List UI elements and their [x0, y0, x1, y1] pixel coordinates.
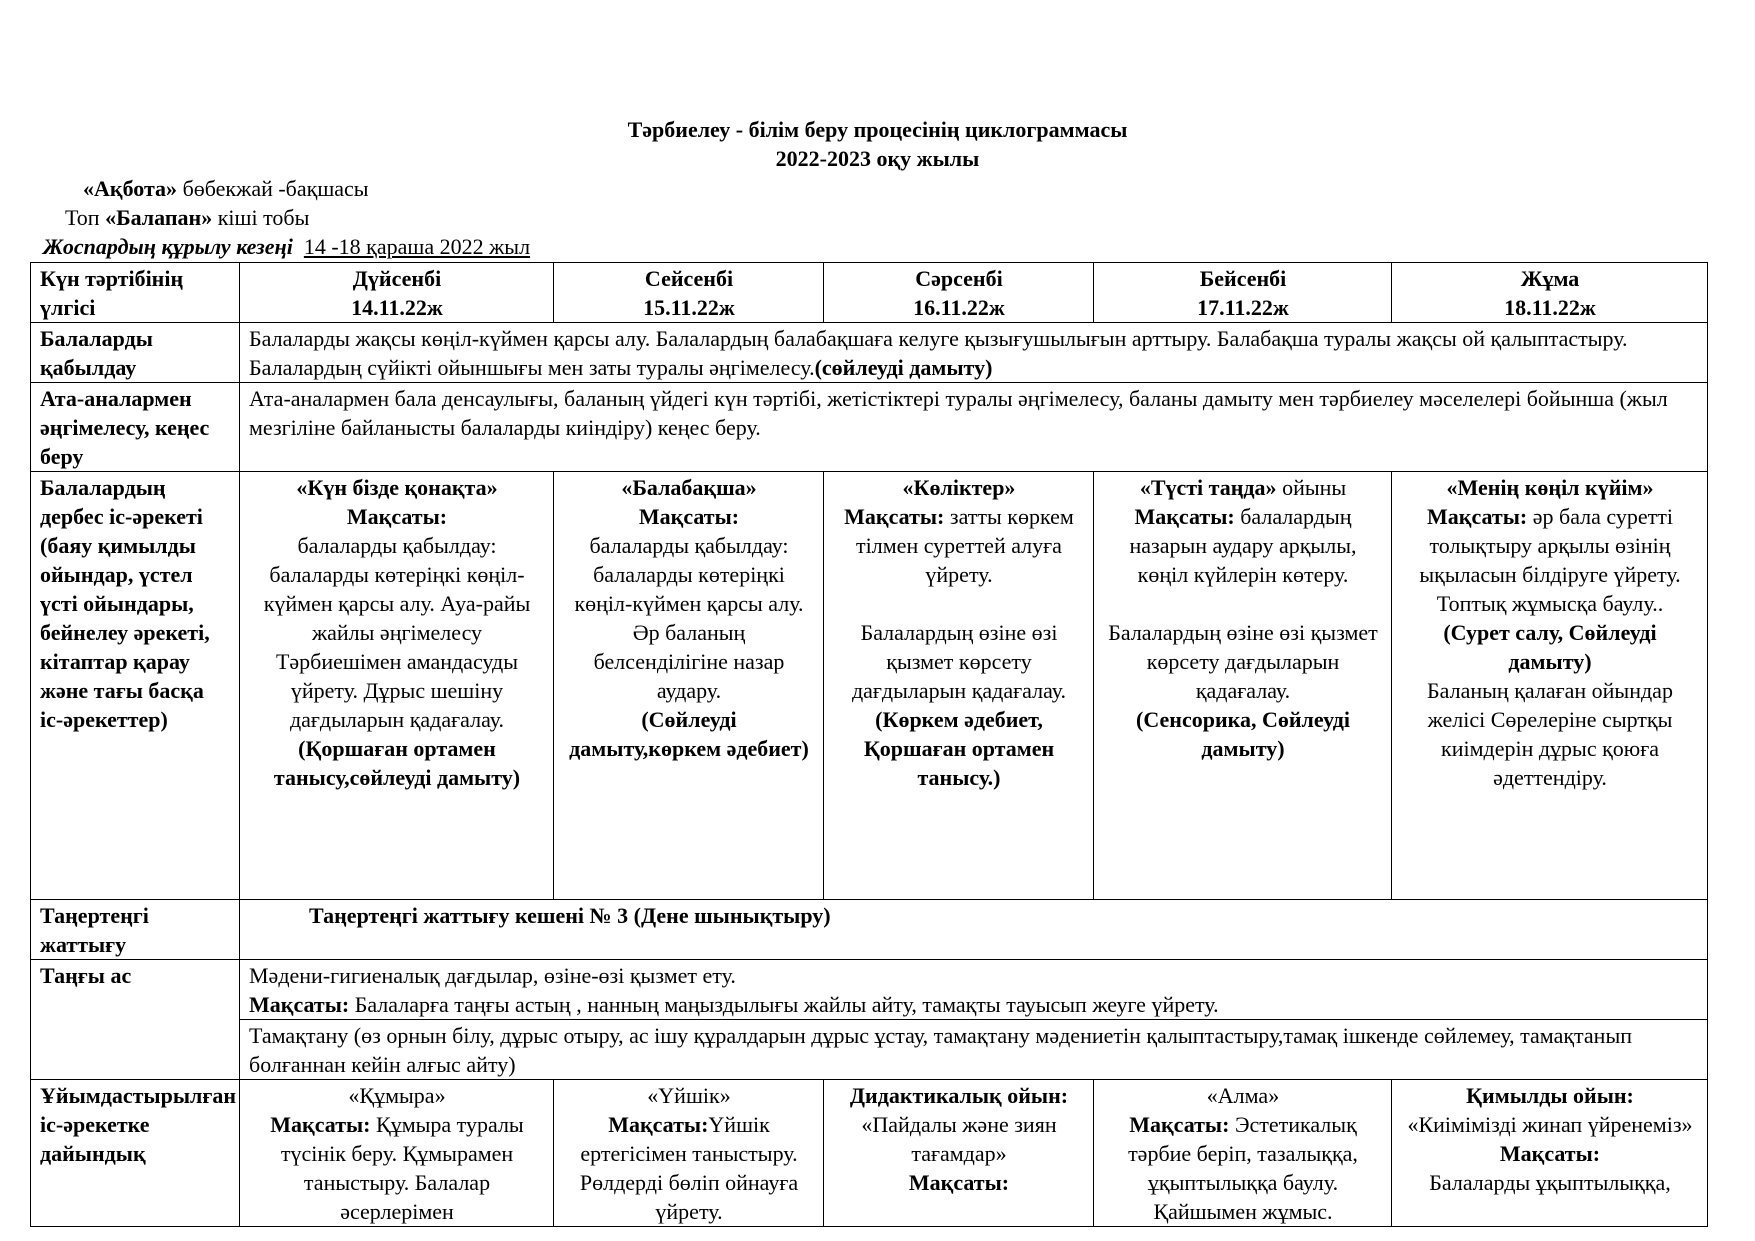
header-row — [31, 263, 1708, 323]
day-name: Дүйсенбі — [352, 266, 442, 291]
activity-title: «Менің көңіл күйім» — [1446, 475, 1654, 500]
goal-label: Мақсаты: — [608, 1112, 709, 1137]
kindergarten-suffix: бөбекжай -бақшасы — [177, 176, 369, 201]
goal-label: Мақсаты: — [1134, 504, 1235, 529]
activity-title: «Үйшік» — [647, 1083, 731, 1108]
row-label: Балаларды қабылдау — [31, 323, 240, 383]
organized-thu — [1094, 1080, 1392, 1227]
row-label: Ата-аналармен әңгімелесу, кеңес беру — [31, 383, 240, 472]
activity-title: «Көліктер» — [902, 475, 1016, 500]
day-date: 14.11.22ж — [351, 295, 443, 320]
goal-label: Мақсаты: — [844, 504, 945, 529]
reception-text: Балаларды жақсы көңіл-күймен қарсы алу. Балалардың балабақшаға келуге қызығушылығын арттыру. Балабақша туралы жақсы ой қалыптастыру. Балалардың сүйікті ойыншығы мен заты туралы әңгімелесу. — [249, 326, 1628, 380]
row-breakfast-2 — [31, 1020, 1708, 1080]
activity-area: (Қоршаған ортамен танысу,сөйлеуді дамыту) — [273, 736, 521, 790]
document-title: Тәрбиелеу - білім беру процесінің циклограммасы — [627, 117, 1128, 142]
independent-tue — [554, 472, 824, 900]
day-date: 16.11.22ж — [913, 295, 1005, 320]
goal-label: Мақсаты: — [1499, 1141, 1601, 1166]
activity-text-2: Балалардың өзіне өзі қызмет көрсету дағдыларын қадағалау. — [1108, 620, 1378, 703]
organized-fri — [1392, 1080, 1708, 1227]
row-label: Таңғы ас — [31, 960, 240, 1080]
row-reception — [31, 323, 1708, 383]
activity-title: «Түсті таңда» — [1139, 475, 1277, 500]
activity-text: «Киімімізді жинап үйренеміз» — [1407, 1112, 1693, 1137]
activity-text-2: Балалардың өзіне өзі қызмет көрсету дағдыларын қадағалау. — [851, 620, 1067, 703]
goal-label: Мақсаты: — [1427, 504, 1528, 529]
day-header-tue — [554, 263, 824, 323]
row-independent — [31, 472, 1708, 900]
day-name: Сәрсенбі — [915, 266, 1003, 291]
day-header-fri — [1392, 263, 1708, 323]
organized-tue — [554, 1080, 824, 1227]
activity-text: «Пайдалы және зиян тағамдар» — [861, 1112, 1057, 1166]
activity-area: (Сурет салу, Сөйлеуді дамыту) — [1443, 620, 1657, 674]
day-header-thu — [1094, 263, 1392, 323]
day-name: Жұма — [1520, 266, 1580, 291]
morning-exercise-cell — [240, 900, 1708, 960]
activity-area: (Сенсорика, Сөйлеуді дамыту) — [1136, 707, 1350, 761]
group-prefix: Топ — [65, 205, 106, 230]
breakfast-goal-cell — [240, 960, 1708, 1020]
activity-text: Үйшік ертегісімен таныстыру. Рөлдерді бөліп ойнауға үйрету. — [579, 1112, 799, 1224]
activity-text: Эстетикалық тәрбие беріп, тазалыққа, ұқыптылыққа баулу. Қайшымен жұмыс. — [1128, 1112, 1358, 1224]
activity-text: балалардың назарын аудару арқылы, көңіл күйлерін көтеру. — [1129, 504, 1357, 587]
row-label: Ұйымдастырылған іс-әрекетке дайындық — [31, 1080, 240, 1227]
period-value: 14 -18 қараша 2022 жыл — [303, 234, 531, 259]
academic-year: 2022-2023 оқу жылы — [775, 146, 980, 171]
schedule-table — [30, 262, 1708, 1227]
parents-text: Ата-аналармен бала денсаулығы, баланың үйдегі күн тәртібі, жетістіктері туралы әңгімелесу, баланы дамыту мен тәрбиелеу мәселелері бойынша (жыл мезгіліне байланысты балаларды киіндіру) кеңес беру. — [240, 383, 1708, 472]
row-organized — [31, 1080, 1708, 1227]
activity-text-2: Балаларды ұқыптылыққа, — [1429, 1170, 1671, 1195]
day-name: Бейсенбі — [1199, 266, 1287, 291]
independent-fri — [1392, 472, 1708, 900]
activity-text: затты көркем тілмен суреттей алуға үйрету. — [856, 504, 1074, 587]
day-header-wed — [824, 263, 1094, 323]
row-breakfast — [31, 960, 1708, 1020]
day-header-mon — [240, 263, 554, 323]
goal-label: Мақсаты: — [638, 504, 740, 529]
independent-thu — [1094, 472, 1392, 900]
goal-label: Мақсаты: — [1129, 1112, 1230, 1137]
activity-title: «Құмыра» — [348, 1083, 446, 1108]
reception-text-bold: (сөйлеуді дамыту) — [814, 355, 993, 380]
morning-exercise-text: Таңертеңгі жаттығу кешені № 3 (Дене шынықтыру) — [309, 903, 831, 928]
period-line — [43, 234, 530, 260]
day-date: 18.11.22ж — [1504, 295, 1596, 320]
goal-label: Мақсаты: — [270, 1112, 371, 1137]
activity-title: «Алма» — [1206, 1083, 1280, 1108]
group-suffix: кіші тобы — [212, 205, 310, 230]
row-morning-exercise — [31, 900, 1708, 960]
row-label: Балалардың дербес іс-әрекеті (баяу қимылды ойындар, үстел үсті ойындары, бейнелеу әрекеті, кітаптар қарау және тағы басқа іс-әрекеттер) — [31, 472, 240, 900]
day-date: 15.11.22ж — [643, 295, 735, 320]
activity-text: балаларды қабылдау: балаларды көтеріңкі көңіл-күймен қарсы алу. Әр баланың белсенділігіне назар аудару. — [574, 533, 804, 703]
activity-area: (Сөйлеуді дамыту,көркем әдебиет) — [569, 707, 809, 761]
breakfast-line3: Тамақтану (өз орнын білу, дұрыс отыру, ас ішу құралдарын дұрыс ұстау, тамақтану мәдениетін қалыптастыру,тамақ ішкенде сөйлемеу, тамақтанып болғаннан кейін алғыс айту) — [240, 1020, 1708, 1080]
row-label: Таңертеңгі жаттығу — [31, 900, 240, 960]
group-line — [65, 205, 309, 231]
breakfast-line2: Балаларға таңғы астың , нанның маңыздылығы жайлы айту, тамақты тауысып жеуге үйрету. — [349, 992, 1219, 1017]
kindergarten-name: «Ақбота» — [83, 176, 178, 201]
header-label-cell — [31, 263, 240, 323]
activity-title: Қимылды ойын: — [1466, 1083, 1634, 1108]
kindergarten-line — [83, 176, 369, 202]
activity-text: балаларды қабылдау: балаларды көтеріңкі көңіл-күймен қарсы алу. Ауа-райы жайлы әңгімелесу Тәрбиешімен амандасуды үйрету. Дұрыс шешіну дағдыларын қадағалау. — [263, 533, 531, 732]
goal-label: Мақсаты: — [908, 1170, 1010, 1195]
activity-title: «Күн бізде қонақта» — [296, 475, 498, 500]
group-name: «Балапан» — [105, 205, 213, 230]
activity-title: Дидактикалық ойын: — [849, 1083, 1069, 1108]
activity-text: Құмыра туралы түсінік беру. Құмырамен таныстыру. Балалар әсерлерімен — [280, 1112, 524, 1224]
breakfast-line1: Мәдени-гигиеналық дағдылар, өзіне-өзі қызмет ету. — [249, 963, 736, 988]
header-label-line2: үлгісі — [40, 295, 96, 320]
activity-title: «Балабақша» — [621, 475, 757, 500]
day-date: 17.11.22ж — [1197, 295, 1289, 320]
activity-area: (Көркем әдебиет, Қоршаған ортамен танысу.) — [863, 707, 1055, 790]
header-label-line1: Күн тәртібінің — [40, 266, 184, 291]
organized-wed — [824, 1080, 1094, 1227]
independent-wed — [824, 472, 1094, 900]
day-name: Сейсенбі — [644, 266, 734, 291]
goal-label: Мақсаты: — [346, 504, 448, 529]
activity-text: әр бала суретті толықтыру арқылы өзінің ықыласын білдіруге үйрету. Топтық жұмысқа баулу.. — [1419, 504, 1681, 616]
activity-text-2: Баланың қалаған ойындар желісі Сөрелеріне сыртқы киімдерін дұрыс қоюға әдеттендіру. — [1427, 678, 1673, 790]
independent-mon — [240, 472, 554, 900]
reception-text-cell — [240, 323, 1708, 383]
period-label: Жоспардың құрылу кезеңі — [43, 234, 293, 259]
organized-mon — [240, 1080, 554, 1227]
row-parents — [31, 383, 1708, 472]
activity-title-suffix: ойыны — [1276, 475, 1347, 500]
goal-label: Мақсаты: — [249, 992, 350, 1017]
